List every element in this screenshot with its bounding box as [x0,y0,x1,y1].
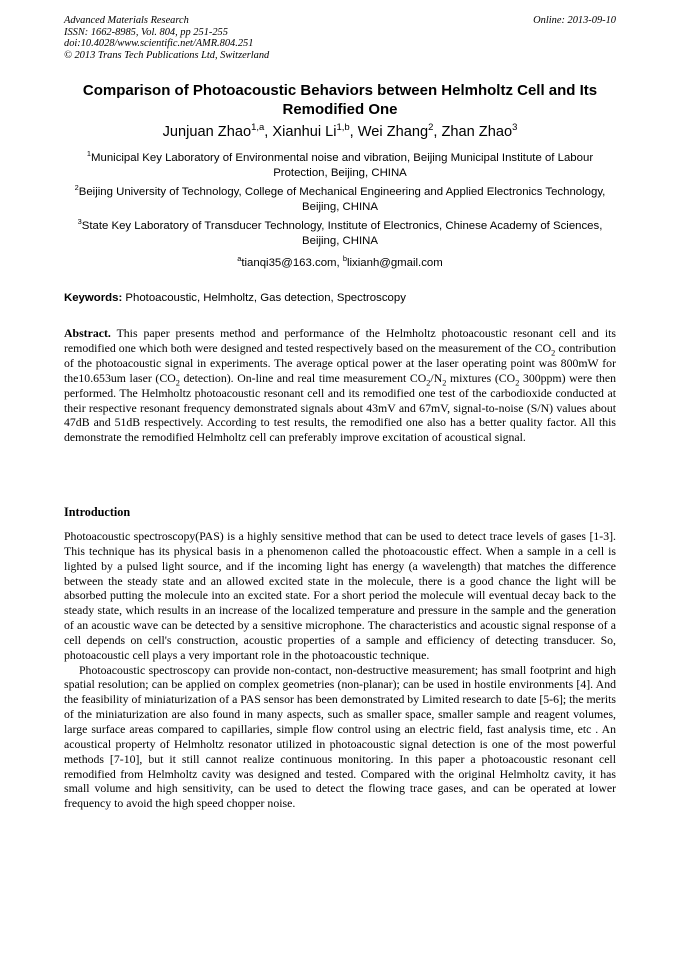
author-name: Junjuan Zhao [162,124,252,140]
affiliation-text: Beijing University of Technology, College of Mechanical Engineering and Applied Electronics Technology, Beijing, CHINA [78,186,606,213]
subscript: 2 [551,348,556,358]
abstract-label: Abstract. [64,326,111,340]
author-sup: 1,b [336,122,350,134]
paper-title: Comparison of Photoacoustic Behaviors between Helmholtz Cell and Its Remodified One [82,82,598,118]
affiliation-sup: 2 [74,183,79,193]
abstract-text: This paper presents method and performance of the Helmholtz photoacoustic resonant cell and its remodified one which both were designed and tested respectively based on the measurement of the CO [64,326,616,355]
abstract-text: 300ppm) were then performed. The Helmholtz photoacoustic resonant cell and its remodified one test of the carbodioxide conducted at their respective resonant frequency demonstrated signals about 43mV and 67mV, signal-to-noise (S/N) values about 47dB and 51dB respectively. According to test results, the remodified one also has a better quality factor. All this demonstrate the remodified Helmholtz cell can preferably improve excitation of acoustical signal. [64,370,617,445]
affiliation-1 [64,151,616,180]
abstract [64,326,616,445]
section-heading-introduction: Introduction [64,505,131,519]
abstract-text: mixtures (CO [446,370,516,385]
author-name: Zhan Zhao [441,124,513,140]
author-sup: 3 [512,122,518,134]
keywords [64,291,616,306]
online-date: Online: 2013-09-10 [533,15,616,26]
author-name: Wei Zhang [357,124,429,140]
affiliation-sup: 1 [86,149,91,159]
affiliation-sup: 3 [77,217,82,227]
subscript: 2 [442,378,447,388]
author-name: Xianhui Li [272,124,337,140]
email-line [64,256,616,271]
paragraph: Photoacoustic spectroscopy can provide non-contact, non-destructive measurement; has small footprint and high spatial resolution; can be applied on complex geometries (non-planar); can be used in hostile environments [4]. And the feasibility of miniaturization of a PAS sensor has been demonstrated by Limited research to date [5-6]; the merits of the miniaturization are also found in many aspects, such as smaller space, smaller sample and reagent volumes, large surface areas compared to capillaries, simple flow control using an electric field, fast analysis time, etc . An acoustical property of Helmholtz resonator utilized in photoacoustic signal detection is one of the most powerful methods [7-10], but it still cannot realize continuous monitoring. In this paper a photoacoustic resonant cell remodified from Helmholtz cavity was designed and tested. Compared with the original Helmholtz cavity, it has small volume and high sensitivity, can be used to detect the flowing trace gases, and can be operated at lower frequency to avoid the high speed chopper noise. [64,662,616,811]
email-link[interactable]: lixianh@gmail.com [346,257,443,269]
copyright-line: © 2013 Trans Tech Publications Ltd, Switzerland [64,49,270,61]
abstract-text: detection). On-line and real time measurement CO [179,370,427,385]
introduction-body [64,529,616,811]
email-sup: a [237,254,242,264]
author-sup: 2 [428,122,434,134]
journal-name: Advanced Materials Research [64,15,189,26]
abstract-text: contribution of the photoacoustic signal in experiments. The average optical power at the laser operating point was 800mW for the10.653um laser (CO [64,340,617,385]
issn-line: ISSN: 1662-8985, Vol. 804, pp 251-255 [64,26,228,38]
journal-header [64,15,616,61]
keywords-label: Keywords: [64,292,123,304]
affiliation-text: State Key Laboratory of Transducer Technology, Institute of Electronics, Chinese Academy of Sciences, Beijing, CHINA [81,220,603,247]
author-list: Junjuan Zhao$^{1,a}$, Xianhui Li$^{1,b}$, Wei Zhang$^2$, Zhan Zhao$^3$ [162,122,518,140]
abstract-text: /N [430,370,443,385]
email-link[interactable]: tianqi35@163.com [241,257,337,269]
doi-line: doi:10.4028/www.scientific.net/AMR.804.251 [64,38,254,50]
subscript: 2 [175,378,180,388]
affiliation-3 [64,219,616,248]
email-sup: b [342,254,347,264]
keywords-text: Photoacoustic, Helmholtz, Gas detection, Spectroscopy [125,292,406,304]
subscript: 2 [426,378,431,388]
subscript: 2 [515,378,520,388]
email-separator: , [336,257,343,269]
author-sup: 1,a [251,122,265,134]
affiliation-text: Municipal Key Laboratory of Environmental noise and vibration, Beijing Municipal Institute of Labour Protection, Beijing, CHINA [91,152,594,179]
affiliation-2 [64,185,616,214]
paragraph: Photoacoustic spectroscopy(PAS) is a highly sensitive method that can be used to detect trace levels of gases [1-3]. This technique has its physical basis in a phenomenon called the photoacoustic effect. When a sample in a cell is lighted by a pulsed light source, and if the incoming light has energy (a wavelength) that matches the difference between the steady state and an allowed excited state in the molecule, there is a good chance the light will be absorbed putting the molecule into an excited state. For a short period the molecule will eventual decay back to the steady state, which results in an increase of the localized temperature and pressure in the sample and the generation of an acoustic wave can be detected by a sensitive microphone. The characteristics and acoustic signal response of a cell depends on cell's construction, acoustic properties of a sample and efficiency of detecting transducer. So, photoacoustic cell plays a very important role in the photoacoustic technique. [64,529,616,662]
